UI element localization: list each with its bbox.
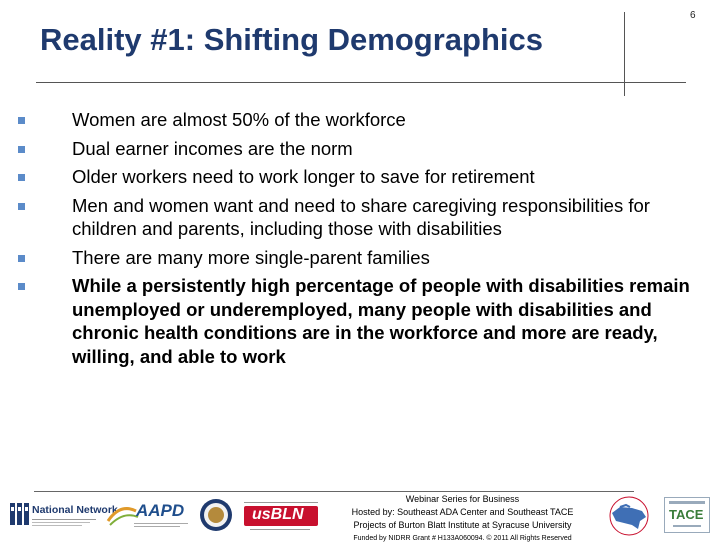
- footer-hosted-by: Hosted by: Southeast ADA Center and Southeast TACE: [351, 507, 574, 517]
- square-bullet-icon: [18, 255, 25, 262]
- usbln-logo: [242, 497, 322, 533]
- bullet-list: [14, 108, 704, 373]
- national-network-label: National Network: [32, 504, 118, 516]
- usbln-tagline-rule: [250, 529, 310, 530]
- seal-logo: [198, 497, 234, 533]
- bullet-text: While a persistently high percentage of people with disabilities remain unemployed or underemployed, many people with disabilities and chronic health conditions are in the workforce and more are ready, willing, and able to work: [72, 275, 690, 367]
- footer-credits: [330, 493, 595, 545]
- aapd-label: AAPD: [136, 501, 185, 520]
- tace-top-rule: [669, 501, 705, 504]
- usbln-header-rule: [244, 497, 318, 503]
- title-divider: [36, 82, 686, 83]
- footer-funding: Funded by NIDRR Grant # H133A060094. © 2011 All Rights Reserved: [353, 535, 572, 542]
- bullet-text: Women are almost 50% of the workforce: [72, 109, 406, 130]
- bullet-text: Dual earner incomes are the norm: [72, 137, 353, 159]
- square-bullet-icon: [18, 283, 25, 290]
- square-bullet-icon: [18, 117, 25, 124]
- slide-number: 6: [690, 10, 696, 21]
- tace-bottom-rule: [673, 525, 701, 527]
- square-bullet-icon: [18, 203, 25, 210]
- aapd-logo: [106, 499, 192, 531]
- seal-icon: [198, 497, 234, 533]
- bullet-item: [14, 137, 704, 161]
- bullet-text: Men and women want and need to share caregiving responsibilities for children and parents, including those with disabilities: [72, 194, 650, 239]
- bullet-text: There are many more single-parent families: [72, 246, 430, 268]
- bullet-text: Older workers need to work longer to save for retirement: [72, 166, 535, 187]
- bullet-item: [14, 246, 704, 270]
- footer-series: Webinar Series for Business: [405, 494, 520, 504]
- title-vertical-rule: [624, 12, 625, 96]
- bullet-item: [14, 165, 704, 189]
- southeast-ada-logo: [596, 495, 662, 537]
- bullet-item: [14, 274, 704, 368]
- usbln-label: usBLN: [252, 506, 304, 523]
- tace-label: TACE: [669, 507, 704, 522]
- national-network-logo: [8, 497, 118, 531]
- bullet-item: [14, 194, 704, 241]
- footer-divider: [34, 491, 634, 492]
- tace-logo: [664, 497, 710, 533]
- bullet-item: [14, 108, 704, 132]
- southeast-map-icon: [596, 495, 662, 537]
- square-bullet-icon: [18, 174, 25, 181]
- footer-projects: Projects of Burton Blatt Institute at Syracuse University: [353, 520, 572, 530]
- slide-title: Reality #1: Shifting Demographics: [40, 22, 543, 57]
- square-bullet-icon: [18, 146, 25, 153]
